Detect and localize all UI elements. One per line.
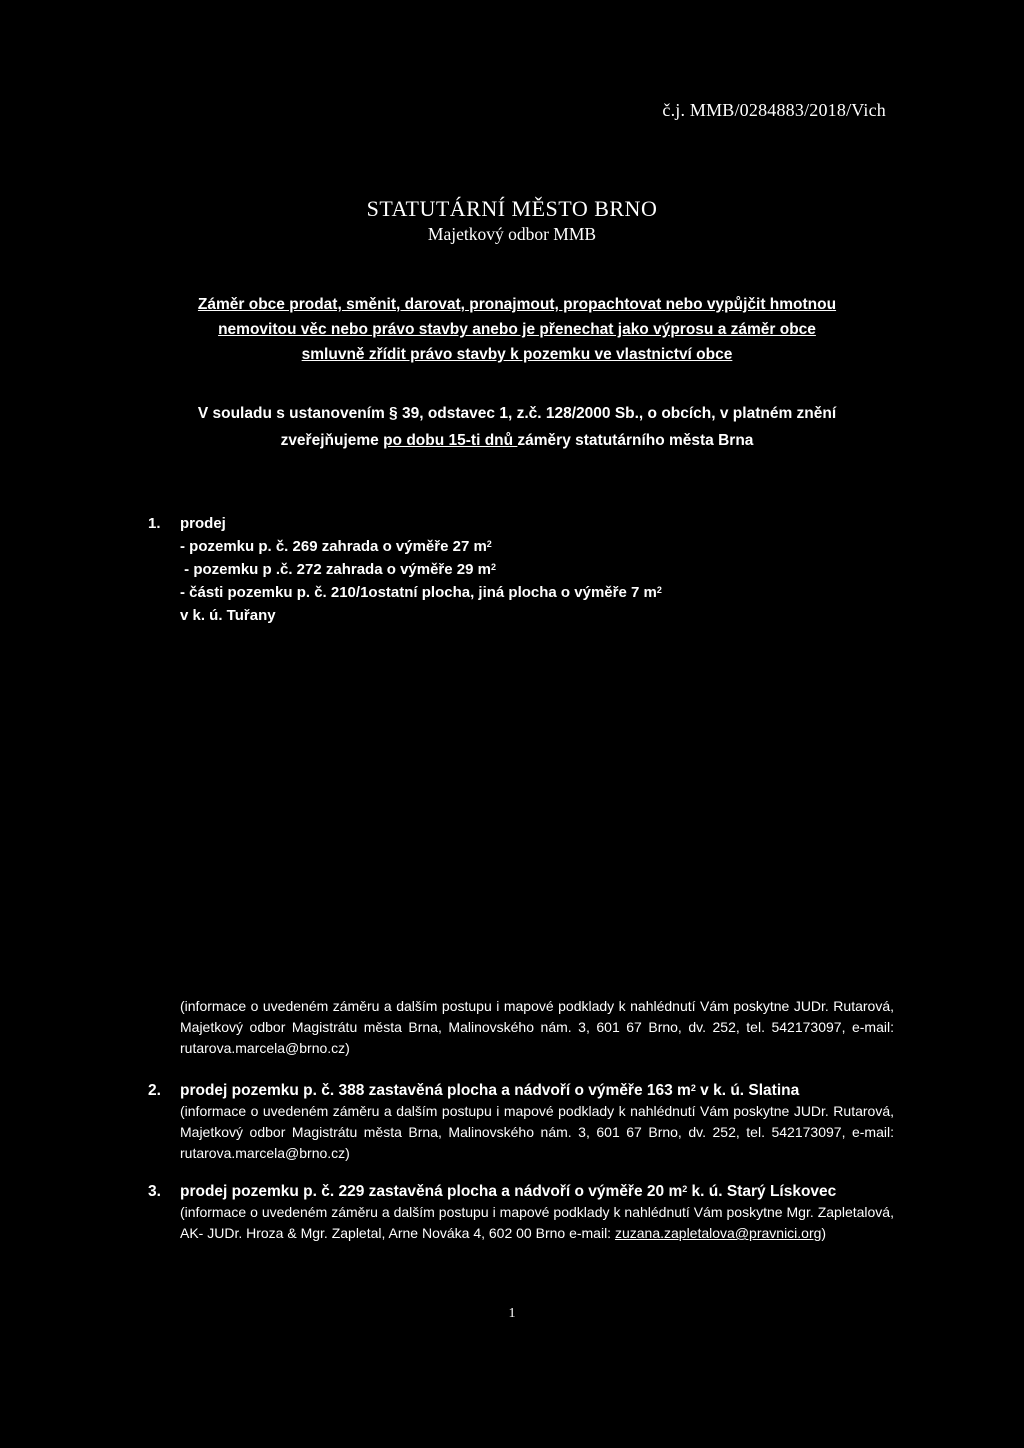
- legal-period: po dobu 15-ti dnů: [383, 432, 518, 449]
- cadastral-area: v k. ú. Slatina: [695, 1082, 800, 1099]
- page-number: 1: [508, 1306, 516, 1321]
- item-3-info-end: ): [821, 1225, 827, 1241]
- parcel-text: - pozemku p. č. 269 zahrada o výměře 27 m: [180, 538, 487, 555]
- item-1-info: (informace o uvedeném záměru a dalším postupu i mapové podklady k nahlédnutí Vám poskytne JUDr. Rutarová, Majetkový odbor Magistrátu města Brna, Malinovského nám. 3, 601 67 Brno, dv. 252, tel. 542173097, e-mail: rutarova.marcela@brno.cz): [180, 998, 894, 1056]
- item-number: 2.: [148, 1082, 161, 1099]
- subject-line: nemovitou věc nebo právo stavby anebo je přenechat jako výprosu a záměr obce: [218, 321, 816, 338]
- item-1-line: [148, 604, 662, 627]
- department-name: Majetkový odbor MMB: [427, 224, 597, 244]
- item-2: [148, 1080, 894, 1164]
- legal-line-1: V souladu s ustanovením § 39, odstavec 1, z.č. 128/2000 Sb., o obcích, v platném znění: [197, 405, 837, 422]
- superscript: 2: [486, 539, 492, 549]
- legal-line-2-end: záměry statutárního města Brna: [517, 432, 754, 449]
- legal-line-2: [140, 427, 894, 454]
- item-2-info: (informace o uvedeném záměru a dalším postupu i mapové podklady k nahlédnutí Vám poskytne JUDr. Rutarová, Majetkový odbor Magistrátu města Brna, Malinovského nám. 3, 601 67 Brno, dv. 252, tel. 542173097, e-mail: rutarova.marcela@brno.cz): [180, 1103, 894, 1161]
- superscript: 2: [490, 562, 496, 572]
- organization-header: [0, 196, 1024, 245]
- reference-number: č.j. MMB/0284883/2018/Vich: [662, 100, 886, 120]
- legal-line-2-start: zveřejňujeme: [280, 432, 384, 449]
- superscript: 2: [682, 1184, 688, 1194]
- item-3-info-text: (informace o uvedeném záměru a dalším postupu i mapové podklady k nahlédnutí Vám poskytne Mgr. Zapletalová, AK- JUDr. Hroza & Mgr. Zapletal, Arne Nováka 4, 602 00 Brno e-mail:: [180, 1204, 894, 1241]
- parcel-text: - části pozemku p. č. 210/1ostatní plocha, jiná plocha o výměře 7 m: [180, 584, 657, 601]
- item-1-heading: [148, 512, 662, 535]
- item-3-info: [148, 1202, 894, 1244]
- item-1-title: prodej: [180, 515, 226, 532]
- item-2-heading: [148, 1080, 894, 1101]
- organization-title: STATUTÁRNÍ MĚSTO BRNO: [366, 196, 658, 221]
- item-number: 1.: [148, 515, 161, 532]
- email-link[interactable]: zuzana.zapletalova@pravnici.org: [614, 1225, 822, 1241]
- item-3: [148, 1181, 894, 1244]
- subject-heading: [140, 292, 894, 367]
- item-1-line: [148, 581, 662, 604]
- superscript: 2: [656, 585, 662, 595]
- item-1: [148, 512, 662, 627]
- legal-basis: [140, 400, 894, 454]
- item-number: 3.: [148, 1183, 161, 1200]
- cadastral-area: v k. ú. Tuřany: [180, 607, 276, 624]
- superscript: 2: [690, 1083, 696, 1093]
- subject-line: smluvně zřídit právo stavby k pozemku ve vlastnictví obce: [301, 346, 733, 363]
- item-3-title: prodej pozemku p. č. 229 zastavěná plocha a nádvoří o výměře 20 m: [180, 1183, 683, 1200]
- parcel-text: - pozemku p .č. 272 zahrada o výměře 29 m: [180, 561, 491, 578]
- item-1-line: [148, 535, 662, 558]
- item-3-heading: [148, 1181, 894, 1202]
- item-1-line: [148, 558, 662, 581]
- subject-line: Záměr obce prodat, směnit, darovat, pronajmout, propachtovat nebo vypůjčit hmotnou: [197, 296, 837, 313]
- item-2-title: prodej pozemku p. č. 388 zastavěná plocha a nádvoří o výměře 163 m: [180, 1082, 691, 1099]
- cadastral-area: k. ú. Starý Lískovec: [687, 1183, 837, 1200]
